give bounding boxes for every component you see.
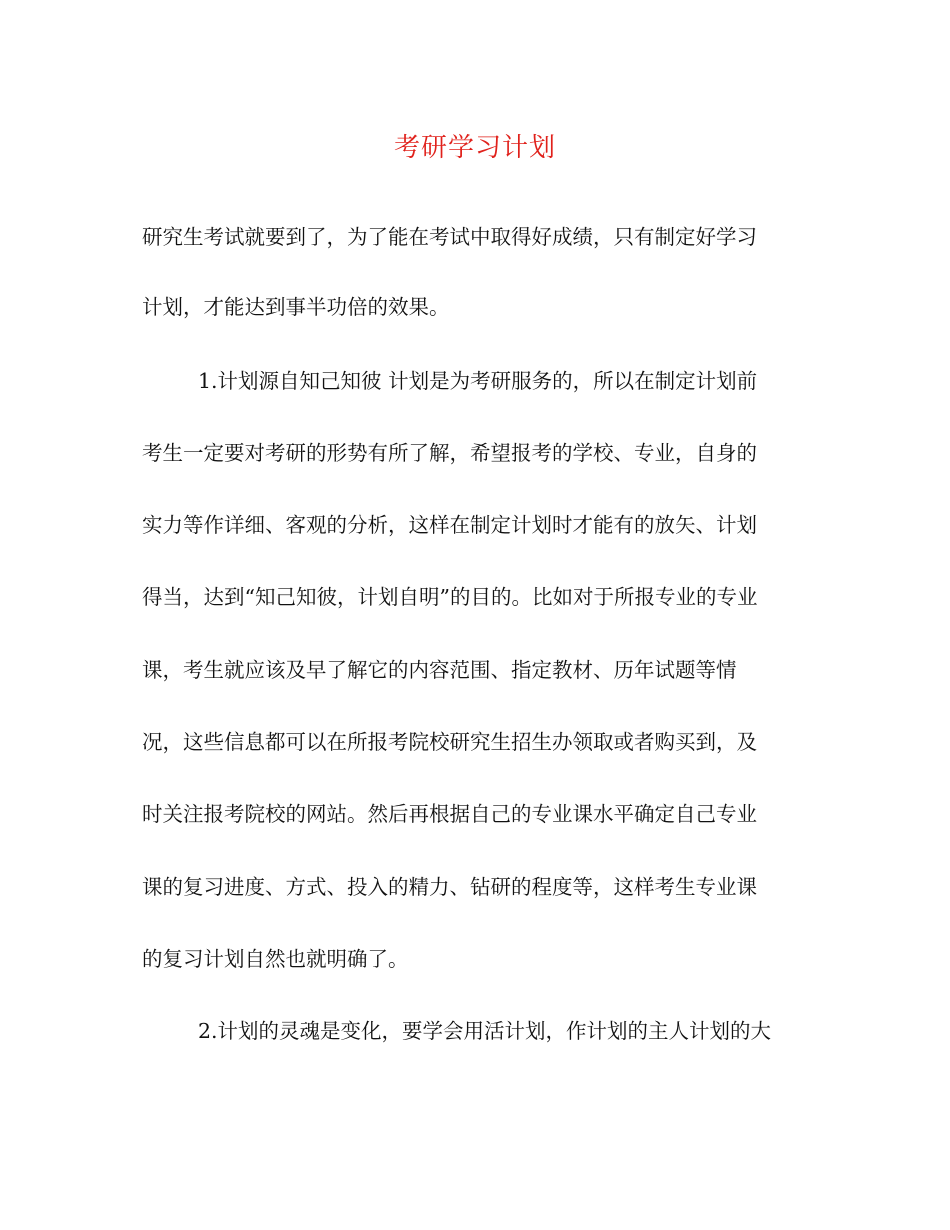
body-line-8: 况，这些信息都可以在所报考院校研究生招生办领取或者购买到，及 [142,730,757,754]
body-line-2: 计划，才能达到事半功倍的效果。 [142,295,450,319]
body-line-5: 实力等作详细、客观的分析，这样在制定计划时才能有的放矢、计划 [142,513,757,537]
body-line-3: 1.计划源自知己知彼 计划是为考研服务的，所以在制定计划前 [198,369,758,393]
body-line-1: 研究生考试就要到了，为了能在考试中取得好成绩，只有制定好学习 [142,225,757,249]
body-line-6: 得当，达到“知己知彼，计划自明”的目的。比如对于所报专业的专业 [142,585,758,609]
body-line-9: 时关注报考院校的网站。然后再根据自己的专业课水平确定自己专业 [142,802,757,826]
body-line-7: 课，考生就应该及早了解它的内容范围、指定教材、历年试题等情 [142,658,737,682]
body-line-11: 的复习计划自然也就明确了。 [142,947,409,971]
body-line-4: 考生一定要对考研的形势有所了解，希望报考的学校、专业，自身的 [142,441,757,465]
page-title: 考研学习计划 [393,133,556,163]
body-line-10: 课的复习进度、方式、投入的精力、钻研的程度等，这样考生专业课 [142,875,757,899]
body-line-12: 2.计划的灵魂是变化，要学会用活计划，作计划的主人计划的大 [198,1019,772,1043]
